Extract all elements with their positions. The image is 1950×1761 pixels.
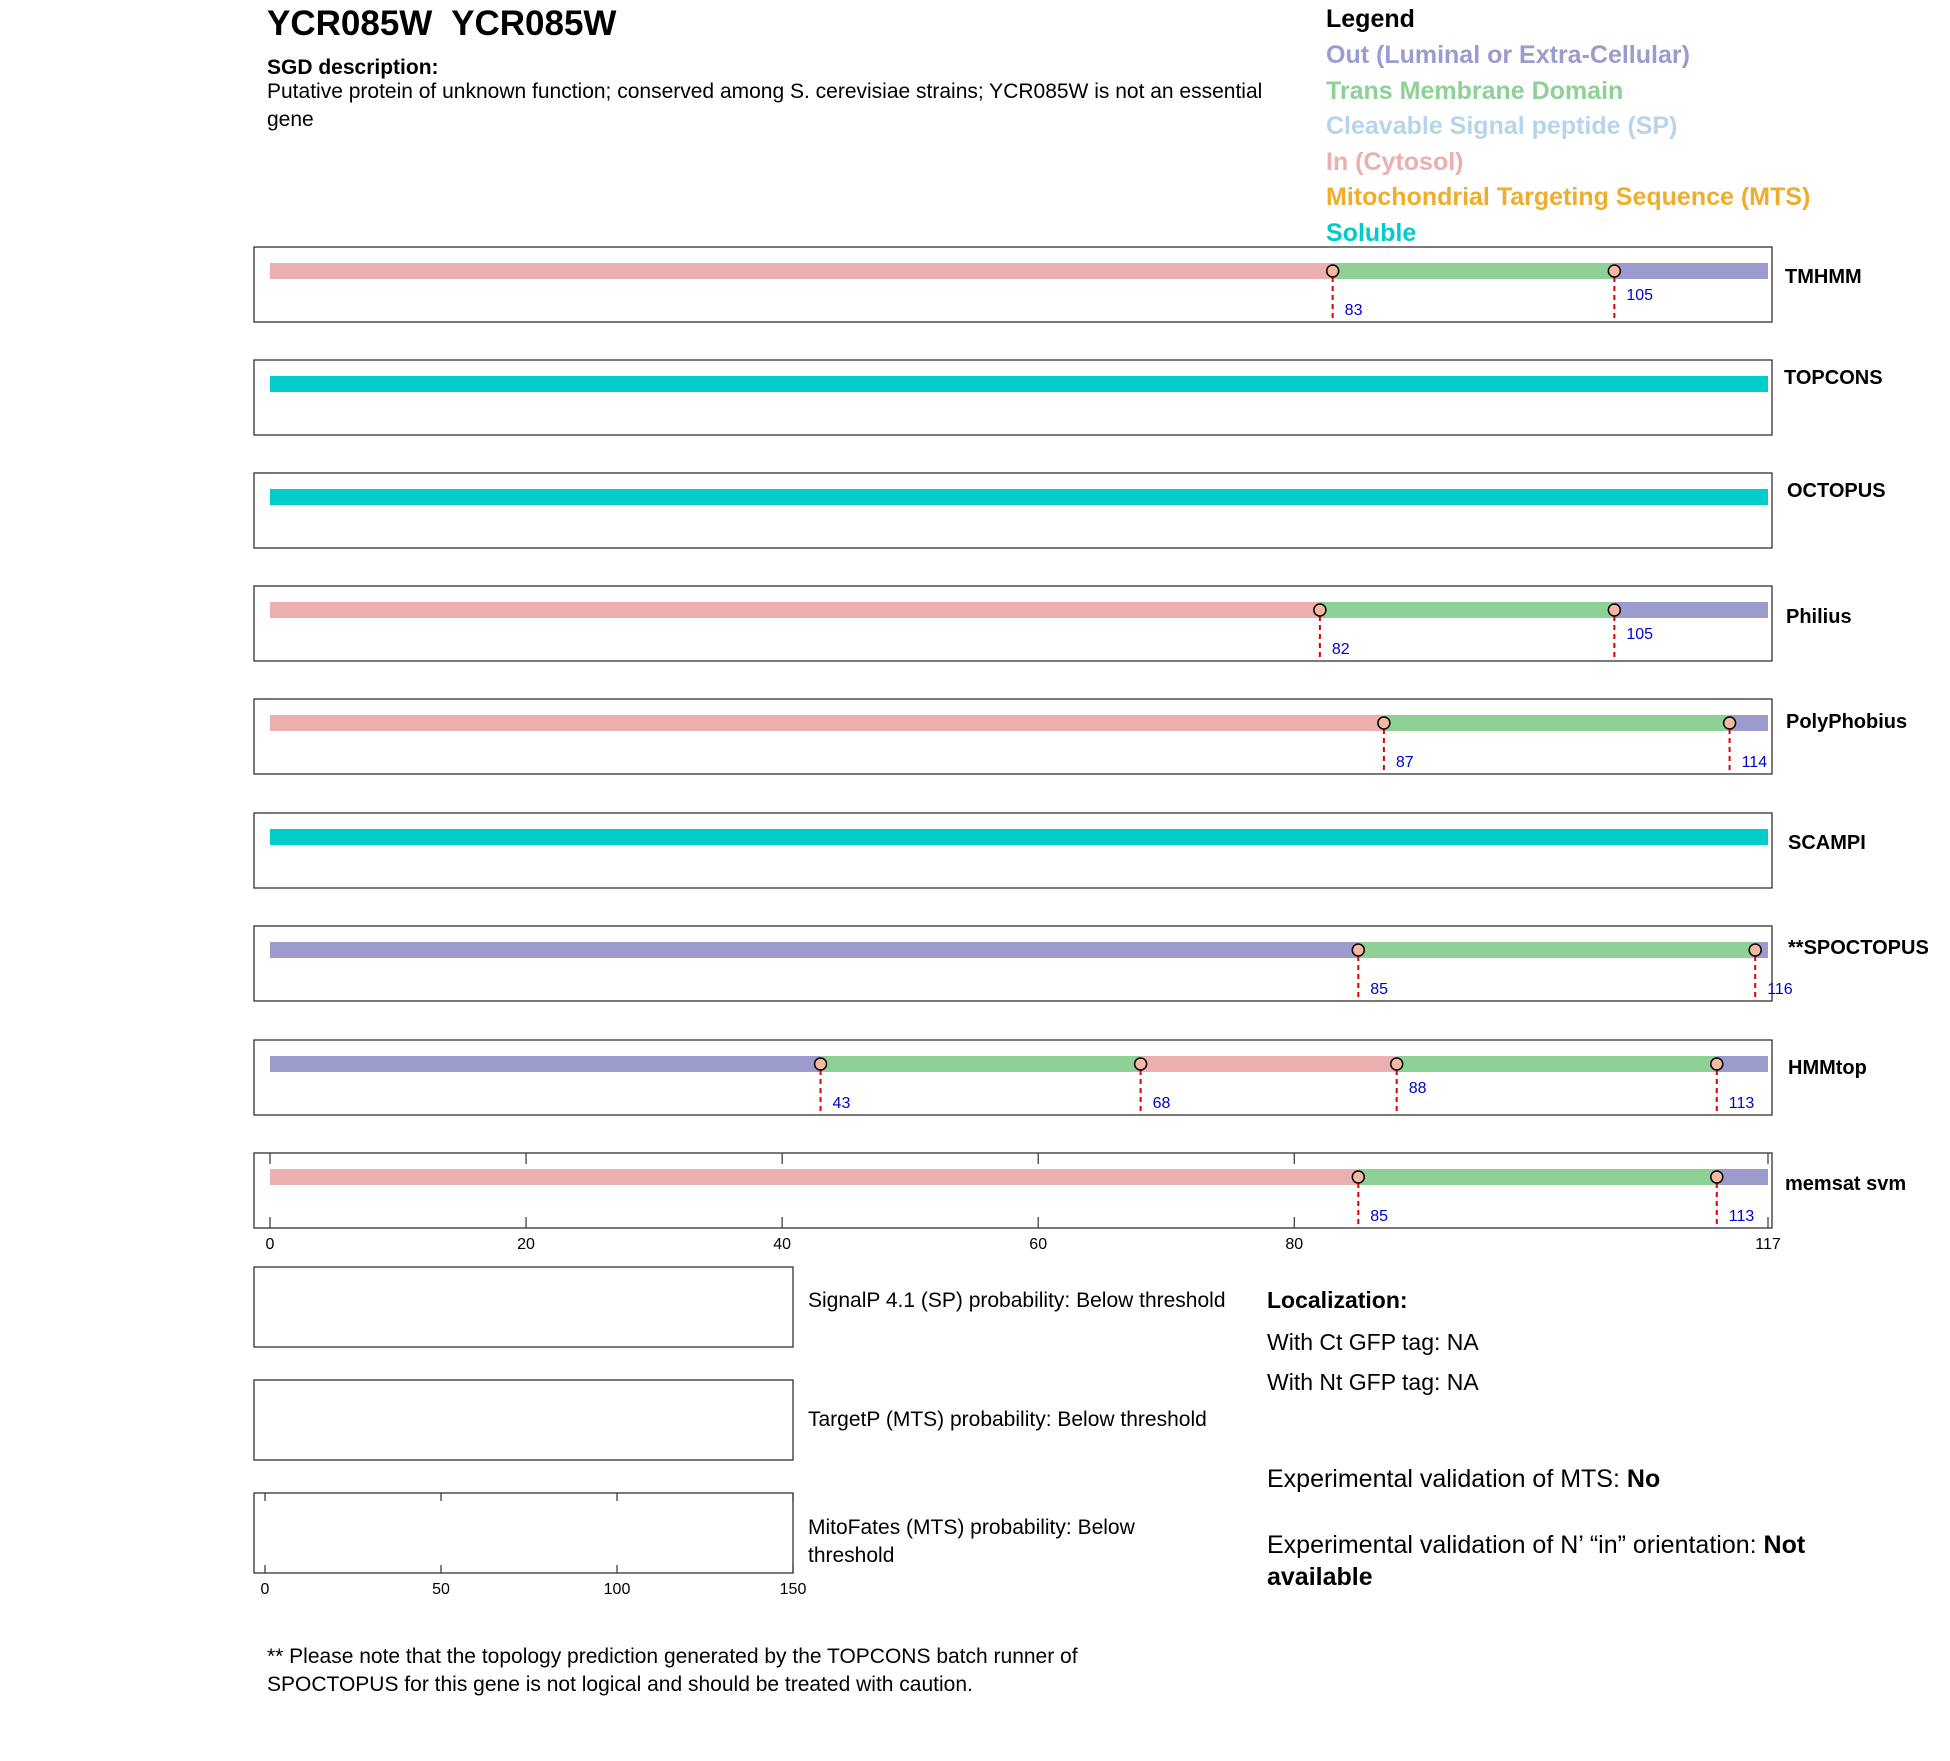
signalp-label: SignalP 4.1 (SP) probability: Below threshold: [808, 1289, 1226, 1312]
track-segment-in: [1141, 1056, 1397, 1072]
boundary-marker: [1608, 604, 1620, 616]
boundary-marker: [1711, 1171, 1723, 1183]
track-frame: [254, 247, 1772, 322]
prob-axis-tick-label: 150: [779, 1581, 807, 1598]
track-segment-in: [270, 602, 1320, 618]
footnote: ** Please note that the topology prediction generated by the TOPCONS batch runner of SPOCTOPUS for this gene is not logical and should be treated with caution.: [267, 1645, 1078, 1696]
legend-item-mts: Mitochondrial Targeting Sequence (MTS): [1326, 183, 1811, 211]
axis-tick-label: 117: [1755, 1236, 1781, 1253]
track-segment-tm: [1384, 715, 1730, 731]
probability-panel-1: [254, 1380, 793, 1460]
track-segment-soluble: [270, 829, 1768, 845]
probability-panel-0: [254, 1267, 793, 1347]
track-name-1: TOPCONS: [1784, 367, 1883, 389]
track-segment-out: [270, 1056, 821, 1072]
nin-validation-value: Not available: [1267, 1531, 1806, 1591]
axis-tick-label: 60: [1029, 1236, 1048, 1253]
prob-axis-tick-label: 0: [260, 1581, 270, 1598]
mitofates-label: MitoFates (MTS) probability: Below threshold: [808, 1516, 1135, 1567]
legend-title: Legend: [1326, 5, 1415, 33]
boundary-label: 113: [1728, 1095, 1755, 1112]
track-name-8: memsat svm: [1785, 1173, 1907, 1195]
track-segment-soluble: [270, 489, 1768, 505]
track-segment-tm: [1397, 1056, 1717, 1072]
track-segment-out: [1614, 602, 1768, 618]
nt-gfp-text: With Nt GFP tag: NA: [1267, 1369, 1479, 1395]
boundary-marker: [1314, 604, 1326, 616]
legend-item-in: In (Cytosol): [1326, 147, 1464, 176]
track-name-4: PolyPhobius: [1786, 711, 1908, 733]
boundary-label: 82: [1331, 641, 1350, 658]
mts-validation: [1267, 1463, 1867, 1495]
track-frame: [254, 926, 1772, 1001]
axis-tick-label: 20: [517, 1236, 535, 1253]
track-segment-out: [270, 942, 1358, 958]
boundary-label: 105: [1626, 626, 1654, 643]
targetp-label: TargetP (MTS) probability: Below threshold: [808, 1408, 1207, 1431]
track-segment-tm: [1358, 1169, 1716, 1185]
axis-tick-label: 0: [265, 1236, 275, 1253]
track-frame: [254, 586, 1772, 661]
track-name-2: OCTOPUS: [1787, 480, 1886, 502]
boundary-marker: [1135, 1058, 1147, 1070]
track-segment-tm: [821, 1056, 1141, 1072]
track-segment-out: [1614, 263, 1768, 279]
sgd-description-label: SGD description:: [267, 56, 439, 79]
boundary-label: 85: [1370, 1208, 1389, 1225]
axis-tick-label: 80: [1285, 1236, 1304, 1253]
track-name-6: **SPOCTOPUS: [1788, 937, 1929, 959]
track-segment-tm: [1358, 942, 1755, 958]
prob-axis-tick-label: 100: [603, 1581, 631, 1598]
boundary-marker: [1352, 944, 1364, 956]
track-name-0: TMHMM: [1785, 266, 1862, 288]
probability-panel-2: [254, 1493, 793, 1573]
track-frame: [254, 699, 1772, 774]
track-frame: [254, 1040, 1772, 1115]
track-segment-tm: [1333, 263, 1615, 279]
legend-item-soluble: Soluble: [1326, 218, 1417, 247]
localization-title: Localization:: [1267, 1287, 1408, 1313]
boundary-marker: [1327, 265, 1339, 277]
boundary-label: 68: [1152, 1095, 1171, 1112]
boundary-label: 116: [1767, 981, 1793, 998]
track-segment-tm: [1320, 602, 1614, 618]
boundary-marker: [1378, 717, 1390, 729]
mts-validation-label: Experimental validation of MTS:: [1267, 1465, 1627, 1493]
ct-gfp-text: With Ct GFP tag: NA: [1267, 1329, 1479, 1355]
boundary-label: 87: [1395, 754, 1414, 771]
track-frame: [254, 473, 1772, 548]
legend-item-sp: Cleavable Signal peptide (SP): [1326, 112, 1678, 140]
track-segment-soluble: [270, 376, 1768, 392]
boundary-marker: [1608, 265, 1620, 277]
track-segment-out: [1717, 1056, 1768, 1072]
track-name-5: SCAMPI: [1788, 832, 1866, 854]
page-title: YCR085W YCR085W: [267, 4, 617, 43]
boundary-label: 105: [1626, 287, 1654, 304]
track-frame: [254, 1153, 1772, 1228]
track-segment-in: [270, 1169, 1358, 1185]
sgd-description-text: Putative protein of unknown function; conserved among S. cerevisiae strains; YCR085W is not an essential gene: [267, 80, 1263, 131]
mts-validation-value: No: [1626, 1465, 1661, 1493]
boundary-marker: [1724, 717, 1736, 729]
track-name-7: HMMtop: [1788, 1057, 1867, 1079]
track-frame: [254, 813, 1772, 888]
boundary-marker: [1749, 944, 1761, 956]
boundary-marker: [1352, 1171, 1364, 1183]
boundary-label: 83: [1344, 302, 1363, 319]
boundary-label: 88: [1408, 1080, 1427, 1097]
boundary-marker: [815, 1058, 827, 1070]
boundary-label: 85: [1370, 981, 1389, 998]
nin-validation: [1267, 1529, 1847, 1593]
legend-item-out: Out (Luminal or Extra-Cellular): [1326, 41, 1690, 69]
track-name-3: Philius: [1786, 606, 1852, 628]
track-segment-in: [270, 715, 1384, 731]
boundary-label: 114: [1741, 754, 1768, 771]
track-segment-in: [270, 263, 1333, 279]
boundary-label: 113: [1728, 1208, 1755, 1225]
boundary-marker: [1711, 1058, 1723, 1070]
track-frame: [254, 360, 1772, 435]
boundary-label: 43: [832, 1095, 851, 1112]
track-segment-out: [1717, 1169, 1768, 1185]
nin-validation-label: Experimental validation of N’ “in” orientation:: [1267, 1531, 1764, 1559]
boundary-marker: [1391, 1058, 1403, 1070]
prob-axis-tick-label: 50: [432, 1581, 450, 1598]
axis-tick-label: 40: [773, 1236, 792, 1253]
legend-item-tm: Trans Membrane Domain: [1326, 76, 1624, 105]
